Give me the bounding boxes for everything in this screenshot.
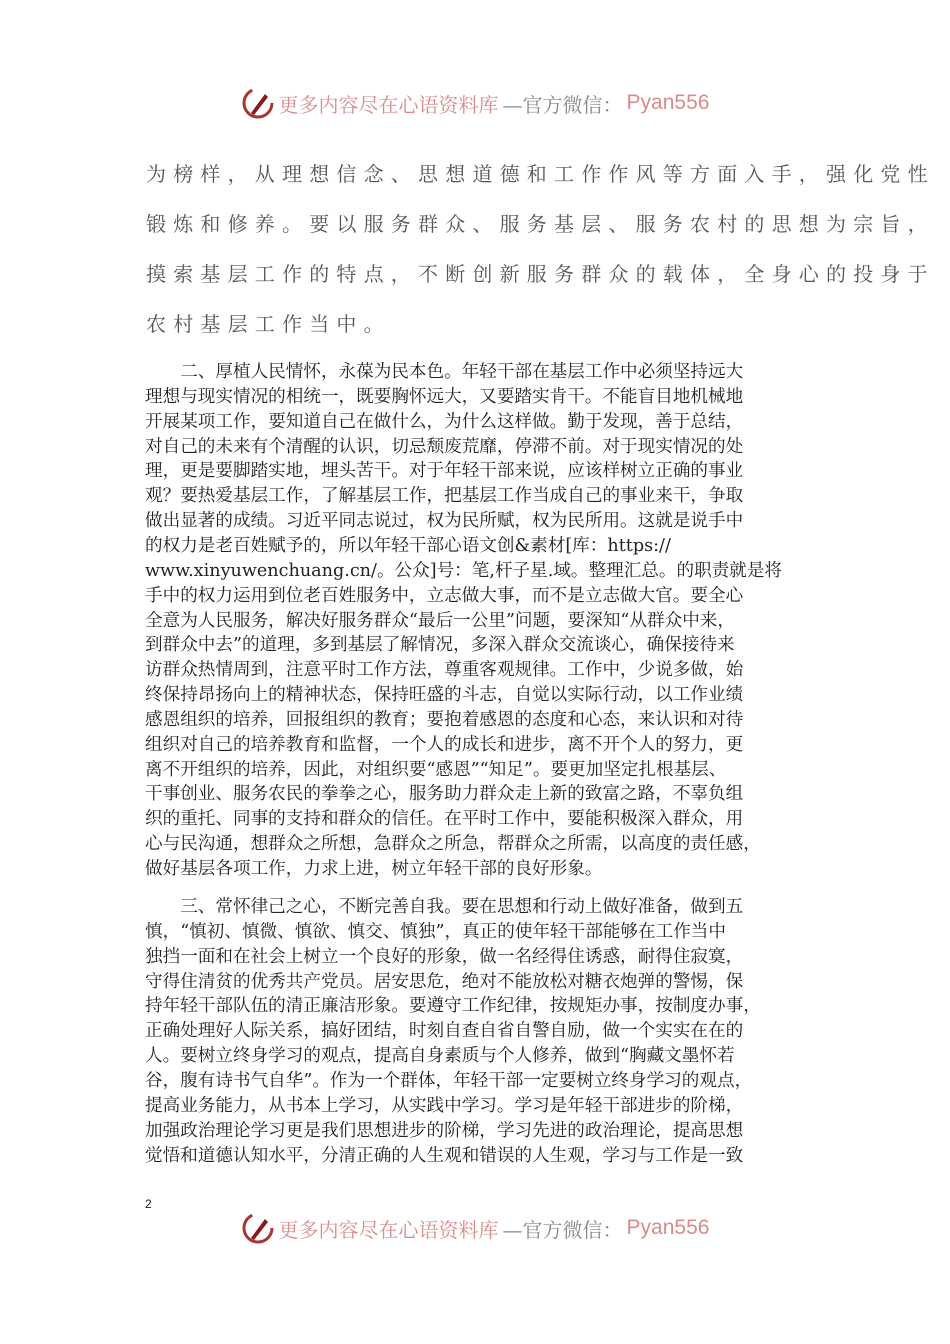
paragraph-line: 对自己的未来有个清醒的认识，切忌颓废荒靡，停滞不前。对于现实情况的处 bbox=[145, 436, 744, 457]
paragraph-line: 离不开组织的培养，因此，对组织要“感恩”“知足”。要更加坚定扎根基层、 bbox=[145, 759, 727, 780]
intro-line: 摸索基层工作的特点，不断创新服务群众的载体，全身心的投身于 bbox=[146, 262, 935, 286]
paragraph-line: www.xinyuwenchuang.cn/。公众]号：笔,杆子星.域。整理汇总。的职责就是将 bbox=[145, 560, 783, 581]
paragraph-line: 三、常怀律己之心，不断完善自我。要在思想和行动上做好准备，做到五 bbox=[145, 897, 744, 917]
banner-wechat-id: Pyan556 bbox=[626, 1216, 710, 1239]
paragraph-line: 全意为人民服务，解决好服务群众“最后一公里”问题，要深知“从群众中来， bbox=[145, 610, 735, 631]
paragraph-line: 理想与现实情况的相统一，既要胸怀远大，又要踏实肯干。不能盲目地机械地 bbox=[145, 386, 744, 407]
paragraph-line: 开展某项工作，要知道自己在做什么，为什么这样做。勤于发现，善于总结， bbox=[145, 411, 744, 432]
paragraph-line: 提高业务能力，从书本上学习，从实践中学习。学习是年轻干部进步的阶梯， bbox=[145, 1095, 744, 1116]
paragraph-line: 做好基层各项工作，力求上进，树立年轻干部的良好形象。 bbox=[145, 859, 603, 879]
banner-wechat-label: —官方微信： bbox=[502, 92, 623, 117]
paragraph-line: 独挡一面和在社会上树立一个良好的形象，做一名经得住诱惑，耐得住寂寞， bbox=[145, 946, 744, 967]
paragraph-line: 到群众中去”的道理，多到基层了解情况，多深入群众交流谈心，确保接待来 bbox=[145, 635, 735, 656]
paragraph-line: 心与民沟通，想群众之所想，急群众之所急，帮群众之所需，以高度的责任感， bbox=[145, 834, 761, 855]
paragraph-line: 二、厚植人民情怀，永葆为民本色。年轻干部在基层工作中必须坚持远大 bbox=[145, 362, 744, 382]
paragraph-line: 加强政治理论学习更是我们思想进步的阶梯，学习先进的政治理论，提高思想 bbox=[145, 1120, 744, 1141]
paragraph-line: 手中的权力运用到位老百姓服务中，立志做大事，而不是立志做大官。要全心 bbox=[145, 585, 744, 606]
paragraph-line: 觉悟和道德认知水平，分清正确的人生观和错误的人生观，学习与工作是一致 bbox=[145, 1145, 744, 1166]
paragraph-line: 终保持昂扬向上的精神状态，保持旺盛的斗志，自觉以实际行动，以工作业绩 bbox=[145, 685, 744, 706]
pen-logo-icon bbox=[241, 1211, 275, 1245]
paragraph-line: 干事创业、服务农民的拳拳之心，服务助力群众走上新的致富之路，不辜负组 bbox=[145, 784, 744, 805]
paragraph-line: 织的重托、同事的支持和群众的信任。在平时工作中，要能积极深入群众，用 bbox=[145, 809, 744, 830]
paragraph-line: 慎，“慎初、慎微、慎欲、慎交、慎独”，真正的使年轻干部能够在工作当中 bbox=[145, 921, 726, 942]
banner-wechat-label: —官方微信： bbox=[502, 1217, 623, 1242]
paragraph-line: 观？要热爱基层工作，了解基层工作，把基层工作当成自己的事业来干，争取 bbox=[145, 486, 744, 507]
paragraph-line: 守得住清贫的优秀共产党员。居安思危，绝对不能放松对糖衣炮弹的警惕，保 bbox=[145, 971, 744, 992]
intro-line: 锻炼和修养。要以服务群众、服务基层、服务农村的思想为宗旨， bbox=[146, 212, 935, 236]
paragraph-line: 人。要树立终身学习的观点，提高自身素质与个人修养，做到“胸藏文墨怀若 bbox=[145, 1046, 735, 1067]
paragraph-line: 访群众热情周到，注意平时工作方法，尊重客观规律。工作中，少说多做，始 bbox=[145, 660, 744, 681]
banner-text: 更多内容尽在心语资料库 bbox=[278, 1217, 499, 1242]
paragraph-line: 正确处理好人际关系，搞好团结，时刻自查自省自警自励，做一个实实在在的 bbox=[145, 1021, 744, 1042]
paragraph-line: 持年轻干部队伍的清正廉洁形象。要遵守工作纪律，按规矩办事，按制度办事， bbox=[145, 996, 761, 1017]
header-banner bbox=[0, 86, 950, 126]
paragraph-line: 的权力是老百姓赋予的，所以年轻干部心语文创&素材[库：https:// bbox=[145, 535, 671, 556]
pen-logo-icon bbox=[241, 86, 275, 120]
intro-line: 为榜样，从理想信念、思想道德和工作作风等方面入手，强化党性 bbox=[146, 162, 935, 186]
paragraph-line: 组织对自己的培养教育和监督，一个人的成长和进步，离不开个人的努力，更 bbox=[145, 734, 744, 755]
paragraph-line: 感恩组织的培养，回报组织的教育；要抱着感恩的态度和心态，来认识和对待 bbox=[145, 709, 744, 730]
banner-text: 更多内容尽在心语资料库 bbox=[278, 92, 499, 117]
paragraph-line: 谷，腹有诗书气自华”。作为一个群体，年轻干部一定要树立终身学习的观点， bbox=[145, 1070, 753, 1091]
footer-banner bbox=[0, 1211, 950, 1251]
paragraph-line: 理，更是要脚踏实地，埋头苦干。对于年轻干部来说，应该样树立正确的事业 bbox=[145, 461, 744, 482]
banner-wechat-id: Pyan556 bbox=[626, 91, 710, 114]
paragraph-line: 做出显著的成绩。习近平同志说过，权为民所赋，权为民所用。这就是说手中 bbox=[145, 511, 744, 532]
page-number: 2 bbox=[145, 1197, 152, 1211]
intro-line: 农村基层工作当中。 bbox=[146, 312, 391, 336]
